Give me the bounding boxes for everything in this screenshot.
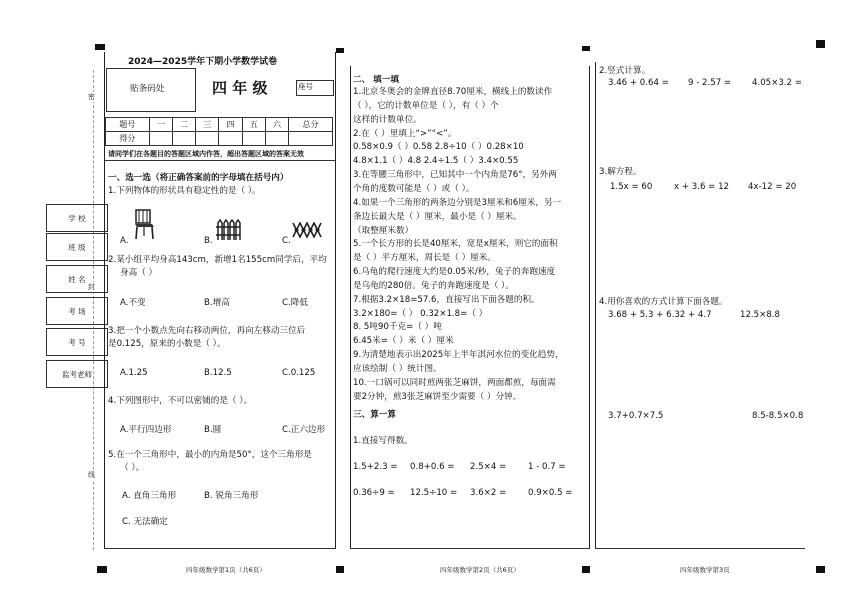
calc-item: 12.5×8.8 bbox=[740, 310, 781, 320]
table-cell: 四 bbox=[219, 118, 242, 132]
equation-title: 3.解方程。 bbox=[599, 167, 642, 177]
equation-item: 4x-12 = 20 bbox=[748, 182, 797, 192]
page2-left-border bbox=[350, 66, 351, 548]
score-cell[interactable] bbox=[289, 132, 333, 146]
section2-title: 二、 填一填 bbox=[353, 75, 399, 85]
fill-blank-line: （ ），它的计数单位是（ ），有（ ）个 bbox=[353, 100, 499, 111]
table-cell: 得分 bbox=[106, 132, 150, 146]
q5-option-b[interactable]: B. 锐角三角形 bbox=[204, 491, 259, 501]
page-footer: 四年级数学第3页 bbox=[680, 566, 730, 574]
fill-blank-line: 条边长最大是（ ）厘米，最小是（ ）厘米。 bbox=[353, 211, 522, 222]
fill-blank-line: 4.8×1.1（ ）4.8 2.4÷1.5（ ）3.4×0.55 bbox=[353, 156, 519, 167]
question-3-line1: 3.把一个小数点先向右移动两位，再向左移动三位后 bbox=[108, 326, 306, 336]
fill-blank-line: 7.根据3.2×18=57.6，直接写出下面各题的积。 bbox=[353, 294, 540, 305]
question-5-line1: 5.在一个三角形中，最小的内角是50°，这个三角形是 bbox=[108, 450, 312, 460]
section1-title: 一、选一选（将正确答案前的字母填在括号内） bbox=[108, 173, 289, 183]
binding-char: 密 bbox=[88, 93, 95, 101]
score-cell[interactable] bbox=[242, 132, 265, 146]
fill-blank-line: 3.2×180=（ ） 0.32×1.8=（ ） bbox=[353, 308, 488, 319]
score-cell[interactable] bbox=[265, 132, 288, 146]
exam-title: 2024—2025学年下期小学数学试卷 bbox=[128, 57, 278, 67]
fill-blank-line: 个角的度数可能是（ ）或（ ）。 bbox=[353, 183, 475, 194]
page1-bottom-border bbox=[104, 548, 336, 549]
score-table bbox=[105, 117, 333, 146]
class-field[interactable]: 班 级 bbox=[46, 233, 108, 261]
calc-item: 3.68 + 5.3 + 6.32 + 4.7 bbox=[608, 310, 712, 320]
oral-calc-item: 1 - 0.7 = bbox=[528, 462, 566, 472]
score-cell[interactable] bbox=[173, 132, 196, 146]
question-1: 1.下列物体的形状具有稳定性的是（ ）。 bbox=[108, 186, 261, 196]
q1-option-a[interactable]: A. bbox=[120, 236, 129, 246]
oral-calc-item: 0.9×0.5 = bbox=[528, 488, 573, 498]
q3-option-c[interactable]: C.0.125 bbox=[282, 368, 316, 378]
table-cell: 题号 bbox=[106, 118, 150, 132]
fill-blank-line: 9.为清楚地表示出2025年上半年淇河水位的变化趋势， bbox=[353, 350, 564, 361]
question-4: 4.下列图形中，不可以密铺的是（ ）。 bbox=[108, 396, 253, 406]
page2-right-border bbox=[589, 66, 590, 548]
fill-blank-line: 6.45米=（ ）米（ ）厘米 bbox=[353, 336, 454, 347]
q3-option-a[interactable]: A.1.25 bbox=[120, 368, 148, 378]
table-cell: 五 bbox=[242, 118, 265, 132]
binding-char: 线 bbox=[88, 471, 95, 479]
table-cell: 三 bbox=[196, 118, 219, 132]
page3-bottom-border bbox=[595, 548, 805, 549]
page-footer: 四年级数学第1页（共6页） bbox=[186, 566, 266, 574]
fill-blank-line: 5.一个长方形的长是40厘米，宽是x厘米，则它的面积 bbox=[353, 239, 558, 250]
vertical-calc-title: 2.竖式计算。 bbox=[599, 66, 651, 76]
score-cell[interactable] bbox=[149, 132, 172, 146]
school-field[interactable]: 学 校 bbox=[46, 204, 108, 232]
equation-item: 1.5x = 60 bbox=[610, 182, 653, 192]
fill-blank-line: 是（ ）平方厘米，周长是（ ）厘米。 bbox=[353, 253, 496, 264]
q2-option-a[interactable]: A.不变 bbox=[120, 298, 146, 308]
score-cell[interactable] bbox=[219, 132, 242, 146]
fill-blank-line: 6.乌龟的爬行速度大约是0.05米/秒，兔子的奔跑速度 bbox=[353, 267, 556, 278]
q4-option-a[interactable]: A.平行四边形 bbox=[120, 425, 172, 435]
fill-blank-line: 这样的计数单位。 bbox=[353, 114, 422, 125]
proctor-field[interactable]: 监考老师 bbox=[46, 360, 108, 388]
fill-blank-line: 2.在（ ）里填上“>”“<”。 bbox=[353, 128, 457, 139]
lattice-gate-icon bbox=[292, 222, 324, 238]
page1-right-border bbox=[335, 52, 336, 548]
instruction-banner: 请同学们在各题目的答题区域内作答，超出答题区域的答案无效 bbox=[108, 150, 304, 158]
table-cell: 总分 bbox=[289, 118, 333, 132]
fill-blank-line: 0.58×0.9（ ）0.58 2.8÷10（ ）0.28×10 bbox=[353, 142, 524, 153]
score-table-score-row bbox=[106, 132, 333, 146]
q5-option-a[interactable]: A. 直角三角形 bbox=[122, 491, 177, 501]
oral-calc-item: 0.8+0.6 = bbox=[410, 462, 455, 472]
fill-blank-line: 8. 5吨90千克=（ ）吨 bbox=[353, 322, 442, 333]
seat-label: 座号 bbox=[298, 82, 313, 91]
alignment-mark bbox=[582, 566, 590, 573]
fill-blank-line: 10.一口锅可以同时煎两张芝麻饼，两面都煎，每面需 bbox=[353, 377, 556, 388]
q5-option-c[interactable]: C. 无法确定 bbox=[122, 517, 168, 527]
calc-item: 8.5-8.5×0.8 bbox=[752, 411, 804, 421]
vertical-calc-item: 4.05×3.2 = bbox=[752, 78, 802, 88]
fill-blank-line: （取整厘米数） bbox=[353, 225, 414, 236]
section3-title: 三、算一算 bbox=[353, 410, 396, 420]
fill-blank-line: 3.在等腰三角形中，已知其中一个内角是76°，另外两 bbox=[353, 170, 557, 181]
question-2-line2: 身高（ ） bbox=[120, 268, 158, 278]
alignment-mark bbox=[97, 566, 107, 573]
alignment-mark bbox=[336, 566, 344, 573]
divider bbox=[104, 160, 336, 161]
q2-option-b[interactable]: B.增高 bbox=[204, 298, 230, 308]
name-field[interactable]: 姓 名 bbox=[46, 265, 108, 293]
fill-blank-line: 1.北京冬奥会的金牌直径8.70厘米，横线上的数读作 bbox=[353, 87, 553, 97]
equation-item: x + 3.6 = 12 bbox=[674, 182, 730, 192]
table-cell: 二 bbox=[173, 118, 196, 132]
oral-calc-item: 3.6×2 = bbox=[470, 488, 507, 498]
binding-char: 封 bbox=[88, 283, 95, 291]
alignment-mark bbox=[336, 48, 344, 53]
score-cell[interactable] bbox=[196, 132, 219, 146]
vertical-calc-item: 9 - 2.57 = bbox=[688, 78, 732, 88]
fill-blank-line: 是乌龟的280倍。兔子的奔跑速度是（ ）。 bbox=[353, 280, 514, 291]
q1-option-b[interactable]: B. bbox=[204, 236, 213, 246]
exam-number-field[interactable]: 考 号 bbox=[46, 328, 108, 356]
calc-item: 3.7+0.7×7.5 bbox=[608, 411, 664, 421]
page3-left-border bbox=[595, 62, 596, 548]
calc-title: 4.用你喜欢的方式计算下面各题。 bbox=[599, 297, 728, 307]
alignment-mark bbox=[95, 44, 105, 50]
oral-calc-item: 1.5+2.3 = bbox=[353, 462, 398, 472]
q3-option-b[interactable]: B.12.5 bbox=[204, 368, 232, 378]
oral-calc-item: 12.5÷10 = bbox=[410, 488, 458, 498]
alignment-mark bbox=[816, 40, 825, 48]
grade-title: 四 年 级 bbox=[212, 79, 268, 97]
q2-option-c[interactable]: C.降低 bbox=[282, 298, 308, 308]
exam-room-field[interactable]: 考 场 bbox=[46, 297, 108, 325]
chair-icon bbox=[132, 208, 156, 240]
question-2-line1: 2.某小组平均身高143cm，新增1名155cm同学后，平均 bbox=[108, 255, 327, 265]
fill-blank-line: 要2分钟，煎3张芝麻饼至少需要（ ）分钟。 bbox=[353, 391, 522, 402]
alignment-mark bbox=[582, 46, 590, 51]
page2-bottom-border bbox=[350, 548, 590, 549]
score-table-header-row bbox=[106, 118, 333, 132]
alignment-mark bbox=[816, 566, 825, 573]
fence-icon bbox=[215, 219, 241, 241]
question-3-line2: 是0.125，原来的小数是（ ）。 bbox=[108, 339, 226, 349]
q4-option-c[interactable]: C.正六边形 bbox=[282, 425, 326, 435]
question-5-line2: （ ）。 bbox=[120, 463, 145, 473]
page-footer: 四年级数学第2页（共6页） bbox=[440, 566, 520, 574]
q1-option-c[interactable]: C. bbox=[282, 236, 291, 246]
barcode-label: 贴条码处 bbox=[130, 84, 165, 94]
q4-option-b[interactable]: B.圆 bbox=[204, 425, 222, 435]
fill-blank-line: 4.如果一个三角形的两条边分别是3厘米和6厘米，另一 bbox=[353, 197, 562, 208]
table-cell: 六 bbox=[265, 118, 288, 132]
fill-blank-line: 应该绘制（ ）统计图。 bbox=[353, 364, 442, 374]
section3-sub1: 1.直接写得数。 bbox=[353, 436, 413, 446]
vertical-calc-item: 3.46 + 0.64 = bbox=[608, 78, 669, 88]
oral-calc-item: 2.5×4 = bbox=[470, 462, 507, 472]
oral-calc-item: 0.36÷9 = bbox=[353, 488, 395, 498]
table-cell: 一 bbox=[149, 118, 172, 132]
